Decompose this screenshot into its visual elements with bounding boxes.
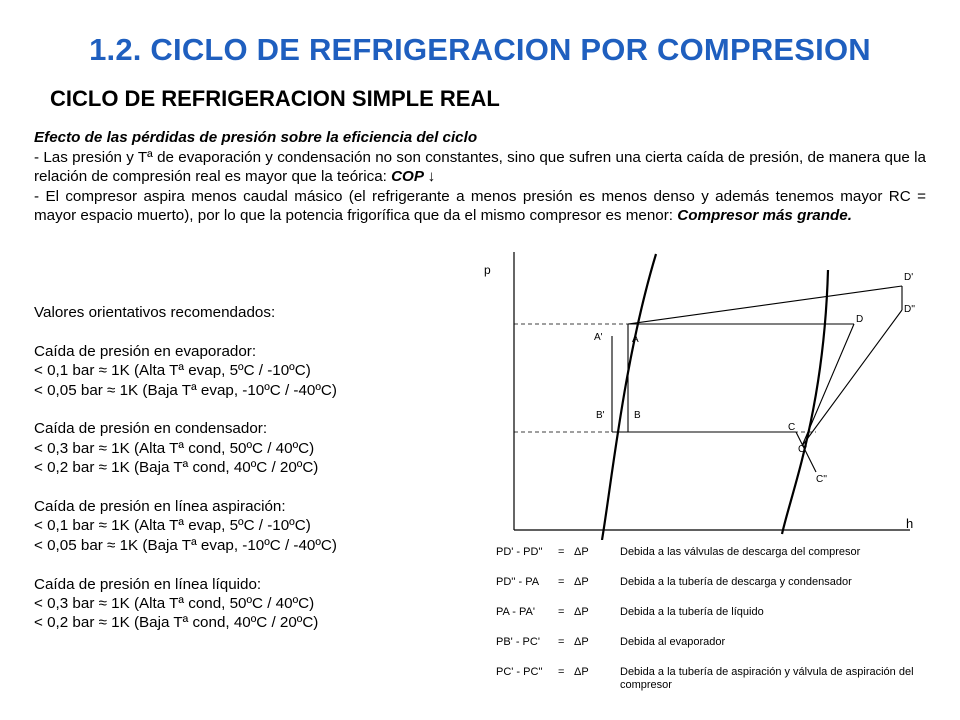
legend-row [494,630,954,660]
legend-row [494,540,954,570]
legend-description: Debida a las válvulas de descarga del compresor [620,546,861,558]
h-axis-label: h [906,516,914,531]
aspiracion-line-2: < 0,05 bar ≈ 1K (Baja Tª evap, -10ºC / -40ºC) [34,536,337,554]
condensador-line-1: < 0,3 bar ≈ 1K (Alta Tª cond, 50ºC / 40ºC) [34,439,315,457]
equals-sign: = [558,576,565,588]
legend-expression: PB' - PC' [496,636,540,648]
legend-expression: PC' - PC'' [496,666,543,678]
page-title: 1.2. CICLO DE REFRIGERACION POR COMPRESION [89,32,871,67]
ph-diagram-svg [478,250,918,540]
explanation-point-2 [34,187,926,226]
legend-expression: PD' - PD'' [496,546,543,558]
aspiracion-title: Caída de presión en línea aspiración: [34,498,286,516]
equals-sign: = [558,636,565,648]
evaporador-title: Caída de presión en evaporador: [34,342,257,360]
explanation-point-1 [34,148,926,187]
point-d-prime: D' [904,272,914,283]
legend-expression: PA - PA' [496,606,535,618]
point-c-prime: C' [798,444,808,455]
delta-p: ΔP [574,636,589,648]
condensador-line-2: < 0,2 bar ≈ 1K (Baja Tª cond, 40ºC / 20ºC) [34,459,319,477]
legend-row [494,660,954,690]
liquido-line-2: < 0,2 bar ≈ 1K (Baja Tª cond, 40ºC / 20ºC) [34,614,319,632]
delta-p: ΔP [574,606,589,618]
legend-expression: PD'' - PA [496,576,540,588]
equals-sign: = [558,606,565,618]
point-2-text: - El compresor aspira menos caudal másico (el refrigerante a menos presión es menos denso y además tenemos mayor RC = mayor espacio muerto), por lo que la potencia frigorífica que da el mismo compresor es menor: [34,187,926,225]
condensador-title: Caída de presión en condensador: [34,420,268,438]
aspiracion-line-1: < 0,1 bar ≈ 1K (Alta Tª evap, 5ºC / -10ºC) [34,517,311,535]
saturated-liquid-curve [602,254,656,540]
recommended-values [34,303,474,633]
legend-description: Debida al evaporador [620,636,726,648]
legend-description: Debida a la tubería de líquido [620,606,764,618]
equals-sign: = [558,666,565,678]
evaporador-line-1: < 0,1 bar ≈ 1K (Alta Tª evap, 5ºC / -10ºC) [34,362,311,380]
values-intro: Valores orientativos recomendados: [34,304,276,321]
point-c: C [788,422,796,433]
liquido-title: Caída de presión en línea líquido: [34,575,262,593]
equals-sign: = [558,546,565,558]
point-d-double: D'' [904,304,916,315]
ph-diagram [478,250,918,545]
page-subtitle: CICLO DE REFRIGERACION SIMPLE REAL [50,86,500,111]
explanation-heading: Efecto de las pérdidas de presión sobre la eficiencia del ciclo [34,129,478,146]
point-d: D [856,314,864,325]
delta-p: ΔP [574,666,589,678]
explanation-text [34,128,926,226]
delta-p: ΔP [574,546,589,558]
point-2-emphasis: Compresor más grande. [677,207,852,225]
legend-description: Debida a la tubería de aspiración y válvula de aspiración del compresor [620,666,914,691]
legend-description: Debida a la tubería de descarga y condensador [620,576,852,588]
legend-row [494,600,954,630]
legend-row [494,570,954,600]
point-b: B [634,410,641,421]
delta-p: ΔP [574,576,589,588]
point-1-emphasis: COP ↓ [391,168,436,186]
pressure-drop-legend [494,540,954,690]
point-a: A [632,334,639,345]
point-b-prime: B' [596,410,605,421]
point-a-prime: A' [594,332,603,343]
p-axis-label: p [484,263,491,277]
point-1-text: - Las presión y Tª de evaporación y condensación no son constantes, sino que sufren una cierta caída de presión, de manera que la relación de compresión real es mayor que la teórica: [34,148,926,186]
evaporador-line-2: < 0,05 bar ≈ 1K (Baja Tª evap, -10ºC / -40ºC) [34,381,337,399]
liquido-line-1: < 0,3 bar ≈ 1K (Alta Tª cond, 50ºC / 40ºC) [34,595,315,613]
compression-line-2 [802,310,902,446]
point-c-double: C'' [816,474,828,485]
